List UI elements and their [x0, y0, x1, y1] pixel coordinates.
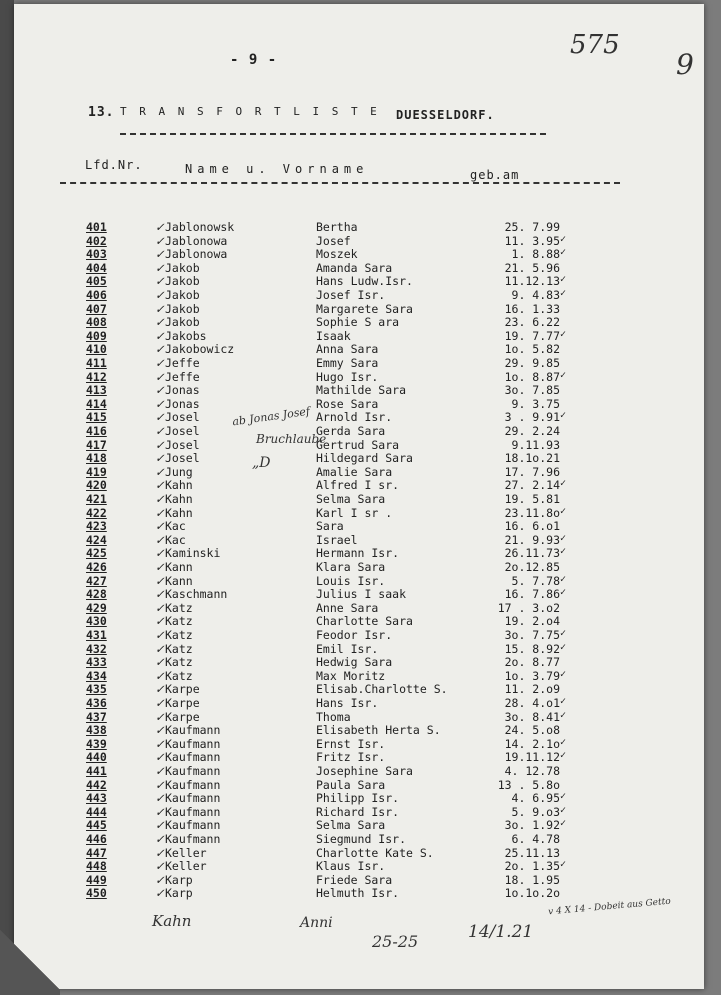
given-name: Josef Isr.	[316, 288, 386, 302]
title-spaced: T R A N S F O R T L I S T E	[120, 105, 380, 118]
given-name: Sara	[316, 519, 344, 534]
given-name: Hedwig Sara	[316, 655, 393, 670]
entry-number: 435	[86, 682, 107, 697]
surname: Jonas	[165, 396, 200, 411]
entry-number: 422	[86, 505, 107, 520]
entry-number: 448	[86, 859, 107, 874]
birth-date: 26.11.73	[504, 546, 560, 561]
check-mark: ✓	[155, 614, 165, 629]
birth-date: 1o. 3.79	[504, 668, 560, 683]
verify-mark: ✓	[560, 750, 567, 762]
birth-date: 21. 9.93	[504, 532, 560, 547]
check-mark: ✓	[155, 886, 165, 901]
surname: Keller	[165, 859, 207, 874]
check-mark: ✓	[155, 764, 165, 778]
given-name: Philipp Isr.	[316, 791, 400, 806]
surname: Jablonowa	[165, 233, 228, 248]
note-date: 14/1.21	[468, 922, 534, 942]
birth-date: 6. 4.78	[511, 832, 560, 846]
birth-date: 18. 1.95	[504, 872, 560, 887]
verify-mark: ✓	[560, 709, 567, 721]
entry-number: 417	[86, 437, 107, 452]
birth-date: 9.11.93	[511, 437, 560, 452]
entry-number: 445	[86, 818, 107, 833]
verify-mark: ✓	[560, 587, 567, 599]
given-name: Hildegard Sara	[316, 451, 413, 466]
verify-mark: ✓	[560, 641, 567, 653]
title-prefix: 13.	[88, 105, 115, 120]
given-name: Isaak	[316, 328, 351, 343]
entry-number: 446	[86, 832, 107, 846]
check-mark: ✓	[155, 832, 165, 846]
check-mark: ✓	[155, 668, 165, 683]
entry-number: 407	[86, 301, 107, 316]
verify-mark: ✓	[560, 668, 567, 680]
given-name: Charlotte Kate S.	[316, 845, 434, 860]
surname: Jablonowsk	[165, 220, 235, 234]
given-name: Helmuth Isr.	[316, 886, 400, 901]
given-name: Emmy Sara	[316, 356, 379, 370]
margin-note-2: Bruchlaube	[256, 432, 327, 446]
given-name: Charlotte Sara	[316, 614, 413, 629]
given-name: Klaus Isr.	[316, 859, 386, 874]
given-name: Hugo Isr.	[316, 369, 379, 384]
surname: Kaufmann	[165, 750, 221, 765]
check-mark: ✓	[155, 220, 165, 234]
birth-date: 2o.12.85	[504, 560, 560, 574]
entry-number: 423	[86, 519, 107, 534]
corner-mark: 9	[676, 48, 694, 81]
entry-number: 429	[86, 600, 107, 615]
note-name: Kahn	[152, 912, 192, 930]
birth-date: 19.11.12	[504, 750, 560, 765]
verify-mark: ✓	[560, 328, 567, 340]
surname: Kaufmann	[165, 832, 221, 846]
given-name: Elisabeth Herta S.	[316, 723, 441, 738]
entry-number: 426	[86, 560, 107, 574]
check-mark: ✓	[155, 328, 165, 343]
note-remark: v 4 X 14 - Dobeit aus Getto	[547, 896, 672, 918]
birth-date: 17 . 3.o2	[497, 600, 560, 615]
verify-mark: ✓	[560, 274, 567, 286]
given-name: Anna Sara	[316, 342, 379, 357]
title-rule	[120, 133, 546, 135]
birth-date: 11. 3.95	[504, 233, 560, 248]
given-name: Gertrud Sara	[316, 437, 400, 452]
surname: Katz	[165, 614, 193, 629]
surname: Katz	[165, 641, 193, 656]
given-name: Arnold Isr.	[316, 410, 393, 425]
stamp-number: 575	[570, 30, 620, 60]
surname: Jeffe	[165, 356, 200, 370]
birth-date: 9. 4.83	[511, 288, 560, 302]
verify-mark: ✓	[560, 804, 567, 816]
surname: Kaschmann	[165, 587, 228, 602]
check-mark: ✓	[155, 736, 165, 751]
given-name: Israel	[316, 532, 358, 547]
surname: Kaufmann	[165, 818, 221, 833]
surname: Karpe	[165, 709, 200, 724]
surname: Kaufmann	[165, 791, 221, 806]
entry-number: 439	[86, 736, 107, 751]
birth-date: 25. 7.99	[504, 220, 560, 234]
surname: Josel	[165, 451, 200, 466]
entry-number: 428	[86, 587, 107, 602]
birth-date: 24. 5.o8	[504, 723, 560, 738]
check-mark: ✓	[155, 573, 165, 588]
birth-date: 19. 2.o4	[504, 614, 560, 629]
given-name: Ernst Isr.	[316, 736, 386, 751]
surname: Karpe	[165, 696, 200, 710]
surname: Kahn	[165, 492, 193, 506]
given-name: Hans Isr.	[316, 696, 379, 710]
surname: Kann	[165, 573, 193, 588]
check-mark: ✓	[155, 845, 165, 860]
note-first: Anni	[300, 915, 333, 931]
given-name: Gerda Sara	[316, 424, 386, 438]
entry-number: 410	[86, 342, 107, 357]
birth-date: 23.11.8o	[504, 505, 560, 520]
birth-date: 16. 6.o1	[504, 519, 560, 534]
check-mark: ✓	[155, 356, 165, 370]
entry-number: 425	[86, 546, 107, 561]
entry-number: 401	[86, 220, 107, 234]
check-mark: ✓	[155, 274, 165, 289]
check-mark: ✓	[155, 600, 165, 615]
check-mark: ✓	[155, 532, 165, 547]
given-name: Siegmund Isr.	[316, 832, 407, 846]
given-name: Klara Sara	[316, 560, 386, 574]
birth-date: 3o. 7.85	[504, 383, 560, 398]
check-mark: ✓	[155, 260, 165, 275]
check-mark: ✓	[155, 396, 165, 411]
check-mark: ✓	[155, 451, 165, 466]
entry-number: 433	[86, 655, 107, 670]
surname: Jakob	[165, 274, 200, 289]
page-number: - 9 -	[230, 52, 278, 68]
surname: Kaminski	[165, 546, 221, 561]
check-mark: ✓	[155, 723, 165, 738]
entry-number: 402	[86, 233, 107, 248]
verify-mark: ✓	[560, 736, 567, 748]
birth-date: 25.11.13	[504, 845, 560, 860]
entry-number: 415	[86, 410, 107, 425]
header-rule	[60, 182, 620, 184]
birth-date: 1. 8.88	[511, 247, 560, 262]
given-name: Julius I saak	[316, 587, 407, 602]
verify-mark: ✓	[560, 573, 567, 585]
surname: Kaufmann	[165, 804, 221, 819]
given-name: Emil Isr.	[316, 641, 379, 656]
birth-date: 23. 6.22	[504, 315, 560, 330]
check-mark: ✓	[155, 437, 165, 452]
birth-date: 15. 8.92	[504, 641, 560, 656]
surname: Jablonowa	[165, 247, 228, 262]
entry-number: 436	[86, 696, 107, 710]
check-mark: ✓	[155, 233, 165, 248]
check-mark: ✓	[155, 872, 165, 887]
surname: Jung	[165, 464, 193, 479]
given-name: Selma Sara	[316, 818, 386, 833]
entry-number: 431	[86, 628, 107, 642]
surname: Kac	[165, 519, 186, 534]
verify-mark: ✓	[560, 628, 567, 639]
header-name: Name u. Vorname	[185, 162, 369, 176]
entry-number: 438	[86, 723, 107, 738]
given-name: Rose Sara	[316, 396, 379, 411]
check-mark: ✓	[155, 410, 165, 425]
check-mark: ✓	[155, 342, 165, 357]
surname: Josel	[165, 437, 200, 452]
verify-mark: ✓	[560, 410, 567, 422]
verify-mark: ✓	[560, 478, 567, 490]
surname: Jeffe	[165, 369, 200, 384]
entry-number: 427	[86, 573, 107, 588]
birth-date: 9. 3.75	[511, 396, 560, 411]
header-born: geb.am	[470, 168, 520, 182]
check-mark: ✓	[155, 464, 165, 479]
entry-number: 430	[86, 614, 107, 629]
given-name: Amanda Sara	[316, 260, 393, 275]
surname: Jakobs	[165, 328, 207, 343]
verify-mark: ✓	[560, 818, 567, 830]
birth-date: 17. 7.96	[504, 464, 560, 479]
check-mark: ✓	[155, 424, 165, 438]
birth-date: 13 . 5.8o	[497, 777, 560, 792]
entry-number: 413	[86, 383, 107, 398]
given-name: Bertha	[316, 220, 358, 234]
check-mark: ✓	[155, 587, 165, 602]
surname: Kaufmann	[165, 764, 221, 778]
verify-mark: ✓	[560, 532, 567, 544]
entry-number: 420	[86, 478, 107, 493]
surname: Katz	[165, 668, 193, 683]
check-mark: ✓	[155, 492, 165, 506]
birth-date: 11.12.13	[504, 274, 560, 289]
surname: Jonas	[165, 383, 200, 398]
entry-number: 412	[86, 369, 107, 384]
surname: Kaufmann	[165, 777, 221, 792]
check-mark: ✓	[155, 628, 165, 642]
surname: Karp	[165, 872, 193, 887]
given-name: Hermann Isr.	[316, 546, 400, 561]
given-name: Josephine Sara	[316, 764, 413, 778]
surname: Katz	[165, 628, 193, 642]
birth-date: 14. 2.1o	[504, 736, 560, 751]
birth-date: 1o.1o.2o	[504, 886, 560, 901]
surname: Kahn	[165, 505, 193, 520]
birth-date: 3o. 7.75	[504, 628, 560, 642]
verify-mark: ✓	[560, 233, 567, 245]
birth-date: 3o. 1.92	[504, 818, 560, 833]
surname: Kaufmann	[165, 723, 221, 738]
entry-number: 406	[86, 288, 107, 302]
given-name: Paula Sara	[316, 777, 386, 792]
check-mark: ✓	[155, 696, 165, 710]
check-mark: ✓	[155, 682, 165, 697]
check-mark: ✓	[155, 301, 165, 316]
surname: Jakob	[165, 260, 200, 275]
entry-number: 437	[86, 709, 107, 724]
birth-date: 29. 9.85	[504, 356, 560, 370]
birth-date: 19. 7.77	[504, 328, 560, 343]
check-mark: ✓	[155, 369, 165, 384]
entry-number: 411	[86, 356, 107, 370]
entry-number: 409	[86, 328, 107, 343]
birth-date: 2o. 8.77	[504, 655, 560, 670]
given-name: Louis Isr.	[316, 573, 386, 588]
entry-number: 414	[86, 396, 107, 411]
birth-date: 5. 7.78	[511, 573, 560, 588]
verify-mark: ✓	[560, 546, 567, 558]
check-mark: ✓	[155, 546, 165, 561]
given-name: Anne Sara	[316, 600, 379, 615]
verify-mark: ✓	[560, 288, 567, 299]
given-name: Alfred I sr.	[316, 478, 400, 493]
entry-number: 441	[86, 764, 107, 778]
given-name: Margarete Sara	[316, 301, 413, 316]
entry-number: 449	[86, 872, 107, 887]
birth-date: 4. 12.78	[504, 764, 560, 778]
margin-note-3: „D	[252, 455, 271, 471]
surname: Kann	[165, 560, 193, 574]
check-mark: ✓	[155, 519, 165, 534]
given-name: Hans Ludw.Isr.	[316, 274, 413, 289]
birth-date: 3o. 8.41	[504, 709, 560, 724]
check-mark: ✓	[155, 288, 165, 302]
title-city: DUESSELDORF.	[396, 108, 495, 122]
given-name: Elisab.Charlotte S.	[316, 682, 448, 697]
check-mark: ✓	[155, 777, 165, 792]
header-nr: Lfd.Nr.	[85, 158, 143, 172]
given-name: Thoma	[316, 709, 351, 724]
check-mark: ✓	[155, 478, 165, 493]
surname: Katz	[165, 655, 193, 670]
given-name: Max Moritz	[316, 668, 386, 683]
surname: Jakobowicz	[165, 342, 235, 357]
given-name: Selma Sara	[316, 492, 386, 506]
given-name: Friede Sara	[316, 872, 393, 887]
check-mark: ✓	[155, 315, 165, 330]
check-mark: ✓	[155, 804, 165, 819]
entry-number: 432	[86, 641, 107, 656]
given-name: Karl I sr .	[316, 505, 393, 520]
given-name: Feodor Isr.	[316, 628, 393, 642]
entry-number: 419	[86, 464, 107, 479]
verify-mark: ✓	[560, 859, 567, 871]
birth-date: 3 . 9.91	[504, 410, 560, 425]
surname: Jakob	[165, 301, 200, 316]
birth-date: 28. 4.o1	[504, 696, 560, 710]
surname: Karp	[165, 886, 193, 901]
surname: Kaufmann	[165, 736, 221, 751]
margin-note-1: ab Jonas Josef	[231, 404, 311, 429]
entry-number: 408	[86, 315, 107, 330]
birth-date: 1o. 5.82	[504, 342, 560, 357]
birth-date: 19. 5.81	[504, 492, 560, 506]
birth-date: 27. 2.14	[504, 478, 560, 493]
check-mark: ✓	[155, 505, 165, 520]
surname: Jakob	[165, 288, 200, 302]
surname: Katz	[165, 600, 193, 615]
given-name: Josef	[316, 233, 351, 248]
given-name: Mathilde Sara	[316, 383, 407, 398]
verify-mark: ✓	[560, 369, 567, 381]
surname: Karpe	[165, 682, 200, 697]
entry-number: 442	[86, 777, 107, 792]
entry-number: 443	[86, 791, 107, 806]
birth-date: 21. 5.96	[504, 260, 560, 275]
surname: Kahn	[165, 478, 193, 493]
surname: Keller	[165, 845, 207, 860]
note-extra: 25-25	[372, 932, 419, 951]
entry-number: 405	[86, 274, 107, 289]
entry-number: 416	[86, 424, 107, 438]
entry-number: 434	[86, 668, 107, 683]
verify-mark: ✓	[560, 791, 567, 803]
check-mark: ✓	[155, 709, 165, 724]
given-name: Amalie Sara	[316, 464, 393, 479]
check-mark: ✓	[155, 560, 165, 574]
surname: Josel	[165, 424, 200, 438]
verify-mark: ✓	[560, 247, 567, 259]
birth-date: 2o. 1.35	[504, 859, 560, 874]
scan-edge	[0, 0, 14, 995]
check-mark: ✓	[155, 247, 165, 262]
entry-number: 404	[86, 260, 107, 275]
entry-number: 450	[86, 886, 107, 901]
verify-mark: ✓	[560, 505, 567, 517]
surname: Josel	[165, 410, 200, 425]
entry-number: 424	[86, 532, 107, 547]
check-mark: ✓	[155, 791, 165, 806]
birth-date: 16. 1.33	[504, 301, 560, 316]
entry-number: 421	[86, 492, 107, 506]
check-mark: ✓	[155, 818, 165, 833]
given-name: Sophie S ara	[316, 315, 400, 330]
birth-date: 5. 9.o3	[511, 804, 560, 819]
birth-date: 29. 2.24	[504, 424, 560, 438]
given-name: Richard Isr.	[316, 804, 400, 819]
entry-number: 444	[86, 804, 107, 819]
surname: Kac	[165, 532, 186, 547]
entry-number: 447	[86, 845, 107, 860]
entry-number: 440	[86, 750, 107, 765]
birth-date: 16. 7.86	[504, 587, 560, 602]
check-mark: ✓	[155, 655, 165, 670]
birth-date: 11. 2.o9	[504, 682, 560, 697]
check-mark: ✓	[155, 750, 165, 765]
check-mark: ✓	[155, 383, 165, 398]
birth-date: 4. 6.95	[511, 791, 560, 806]
given-name: Fritz Isr.	[316, 750, 386, 765]
given-name: Moszek	[316, 247, 358, 262]
entry-number: 403	[86, 247, 107, 262]
scan-corner	[0, 925, 60, 995]
check-mark: ✓	[155, 859, 165, 874]
birth-date: 18.1o.21	[504, 451, 560, 466]
entry-number: 418	[86, 451, 107, 466]
verify-mark: ✓	[560, 696, 567, 707]
check-mark: ✓	[155, 641, 165, 656]
birth-date: 1o. 8.87	[504, 369, 560, 384]
surname: Jakob	[165, 315, 200, 330]
